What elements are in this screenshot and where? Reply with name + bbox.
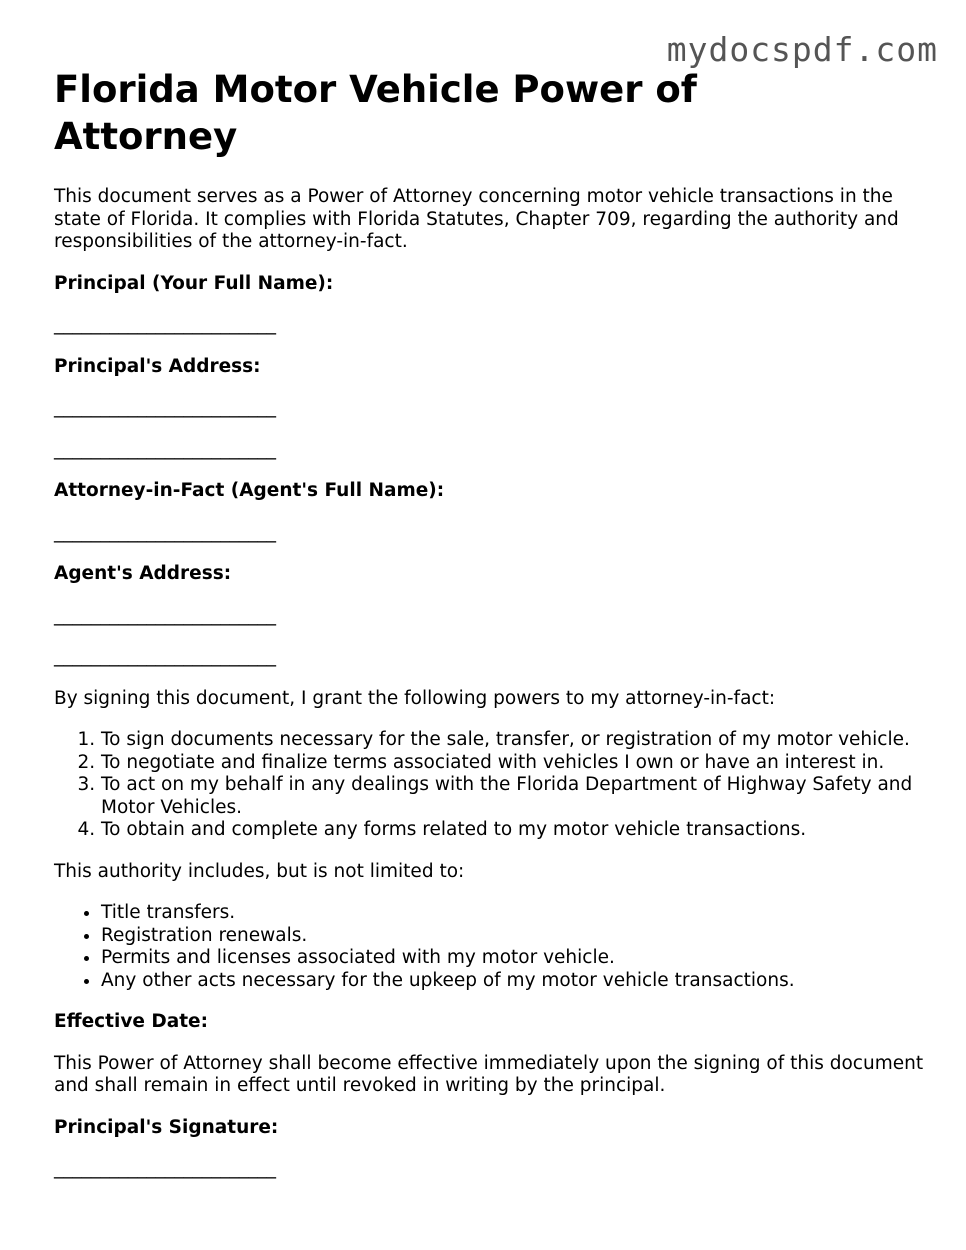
list-item: • Any other acts necessary for the upkeep of my motor vehicle transactions. [101, 970, 934, 993]
signature-blank[interactable]: ________________________ [54, 1158, 276, 1179]
list-item: • Title transfers. [101, 902, 934, 925]
intro-paragraph: This document serves as a Power of Attorney concerning motor vehicle transactions in the state of Florida. It complies with Florida Statutes, Chapter 709, regarding the authority and responsibilities of the attorney-in-fact. [54, 186, 899, 252]
agent-name-label: Attorney-in-Fact (Agent's Full Name): [54, 480, 445, 501]
effective-date-label: Effective Date: [54, 1011, 208, 1032]
list-item: 4. To obtain and complete any forms related to my motor vehicle transactions. [101, 819, 934, 842]
list-item: 1. To sign documents necessary for the sale, transfer, or registration of my motor vehicle. [101, 729, 934, 752]
effective-paragraph: This Power of Attorney shall become effective immediately upon the signing of this document and shall remain in effect until revoked in writing by the principal. [54, 1052, 924, 1096]
powers-list [54, 729, 934, 842]
list-item: • Registration renewals. [101, 925, 934, 948]
list-item: 2. To negotiate and finalize terms associated with vehicles I own or have an interest in. [101, 752, 934, 775]
principal-name-blank[interactable]: ________________________ [54, 314, 276, 335]
watermark: mydocspdf.com [666, 30, 938, 69]
document-title: Florida Motor Vehicle Power of Attorney [54, 68, 697, 158]
agent-address-label: Agent's Address: [54, 563, 232, 584]
signature-label: Principal's Signature: [54, 1116, 279, 1138]
agent-address-blank-2[interactable]: ________________________ [54, 646, 276, 667]
list-item: 3. To act on my behalf in any dealings with the Florida Department of Highway Safety and Motor Vehicles. [101, 774, 934, 819]
agent-name-blank[interactable]: ________________________ [54, 521, 276, 543]
principal-address-label: Principal's Address: [54, 355, 261, 377]
agent-address-blank-1[interactable]: ________________________ [54, 604, 276, 626]
grant-paragraph: By signing this document, I grant the following powers to my attorney-in-fact: [54, 687, 776, 709]
authority-paragraph: This authority includes, but is not limited to: [54, 860, 465, 882]
document-page [54, 66, 934, 1181]
list-item: • Permits and licenses associated with my motor vehicle. [101, 947, 934, 970]
principal-address-blank-2[interactable]: ________________________ [54, 438, 276, 460]
principal-address-blank-1[interactable]: ________________________ [54, 397, 276, 418]
principal-name-label: Principal (Your Full Name): [54, 272, 334, 294]
authority-list [54, 902, 934, 992]
